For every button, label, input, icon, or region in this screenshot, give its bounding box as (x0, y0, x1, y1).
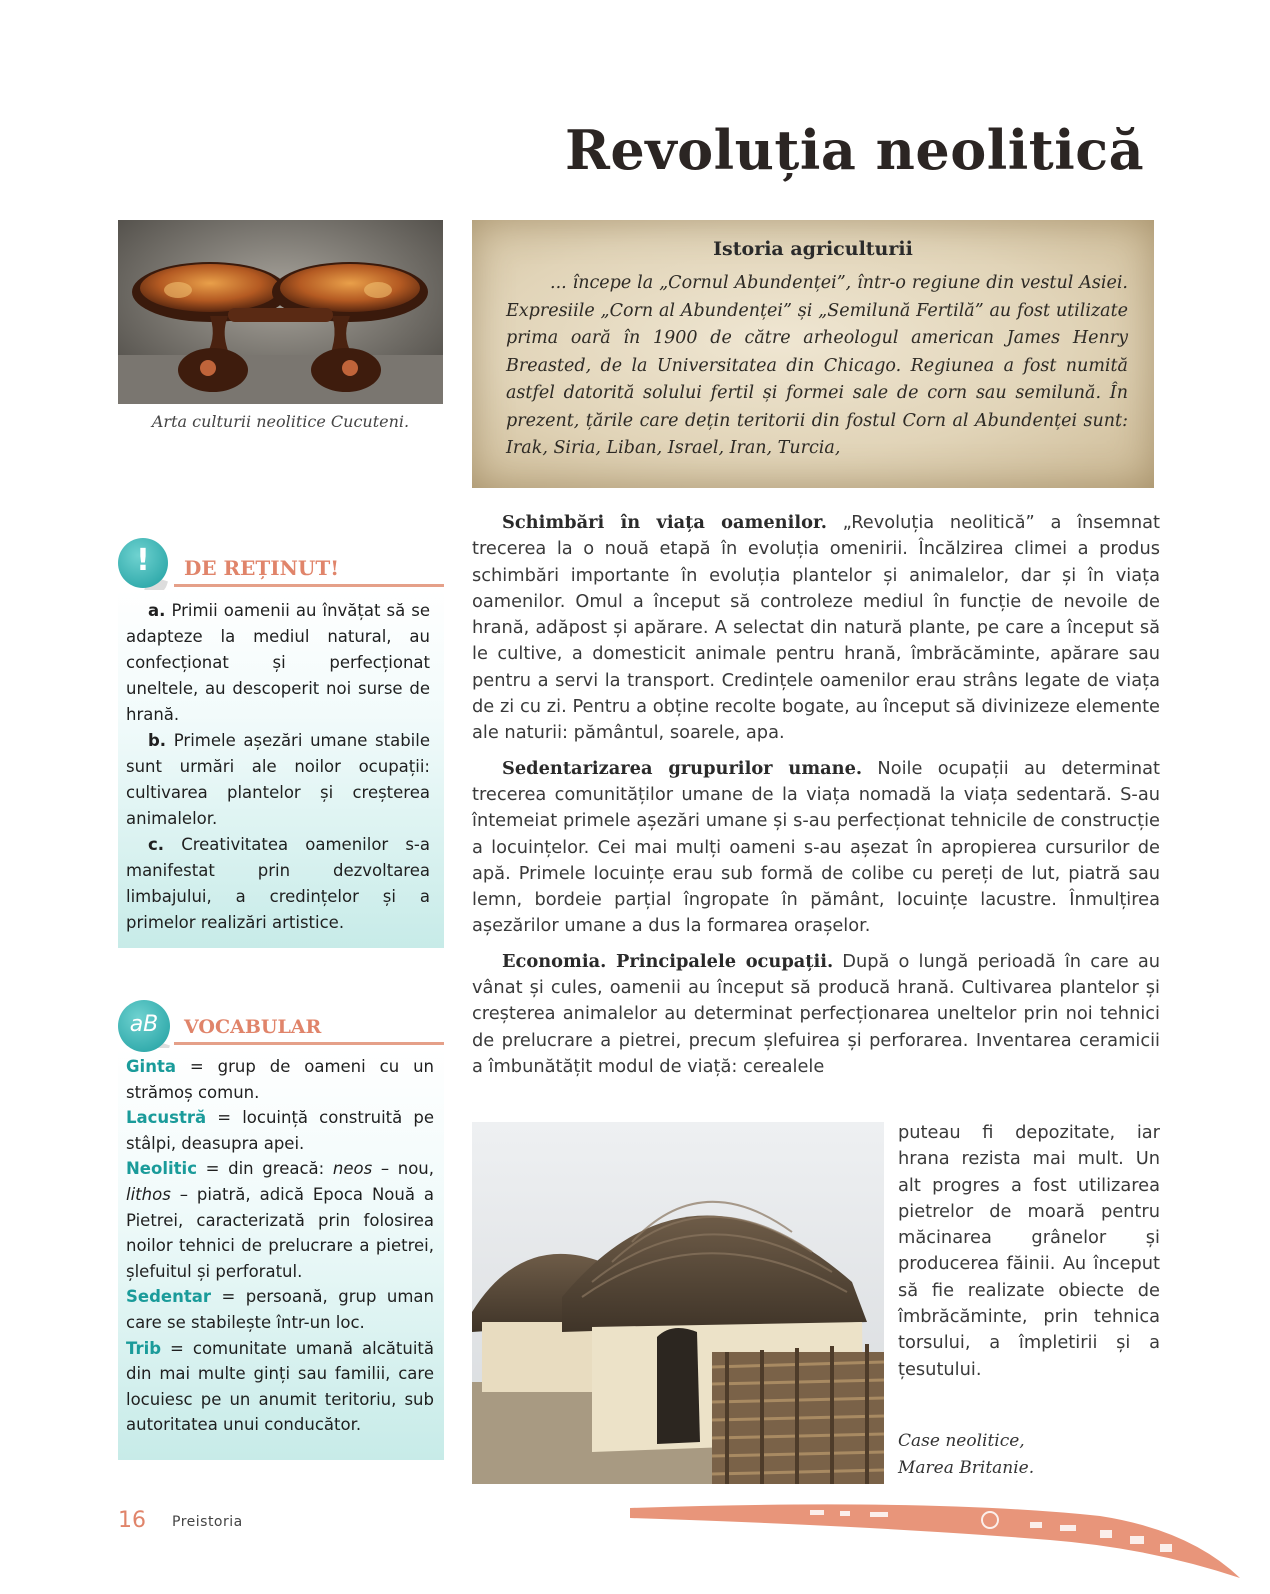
heading-divider (174, 1042, 444, 1045)
remember-item: c. Creativitatea oamenilor s-a manifestat prin dezvoltarea limbajului, a credințelor și a primelor realizări artistice. (126, 835, 430, 932)
decorative-band (630, 1500, 1250, 1590)
caption-line: Case neolitice, (898, 1431, 1025, 1451)
vocabulary-entry: Lacustră = locuință construită pe stâlpi, deasupra apei. (126, 1108, 434, 1153)
vocabulary-box (118, 1000, 444, 1460)
remember-body (118, 590, 444, 948)
vocabulary-body (118, 1048, 444, 1460)
page-title: Revoluția neolitică (565, 118, 1145, 182)
cucuteni-pottery-photo (118, 220, 443, 404)
paragraph: Economia. Principalele ocupații. După o lungă perioadă în care au vânat și cules, oamenii au început să producă hrană. Cultivarea plantelor și creșterea animalelor au determinat perfecționarea uneltelor prin noi tehnici de prelucrare a pietrei, precum șlefuirea și perforarea. Inventarea ceramicii a îmbunătățit modul de viață: cerealele (472, 950, 1161, 1077)
parchment-box (472, 220, 1154, 488)
main-text (472, 510, 1160, 1089)
exclamation-icon: ! (118, 538, 168, 588)
remember-box (118, 538, 444, 948)
remember-heading: DE REȚINUT! (184, 556, 340, 580)
page-number: 16 (118, 1508, 146, 1533)
neolithic-houses-photo (472, 1122, 884, 1484)
vocabulary-entry: Neolitic = din greacă: neos – nou, lithos – piatră, adică Epoca Nouă a Pietrei, caracterizată prin folosirea noilor tehnici de prelucrare a pietrei, șlefuitul și perforatul. (126, 1159, 434, 1281)
remember-item: a. Primii oamenii au învățat să se adapteze la mediul natural, au confecționat și perfecționat uneltele, au descoperit noi surse de hrană. (126, 601, 430, 724)
vocabulary-entry: Ginta = grup de oameni cu un strămoș comun. (126, 1057, 434, 1102)
vocabulary-heading: VOCABULAR (184, 1016, 322, 1038)
letters-ab-icon: aB (118, 1000, 170, 1052)
figure-caption (898, 1428, 1034, 1482)
heading-divider (174, 584, 444, 587)
paragraph: Sedentarizarea grupurilor umane. Noile ocupații au determinat trecerea comunităților umane de la viața nomadă la viața sedentară. S-au întemeiat primele așezări umane și s-au perfecționat tehnicile de construcție a locuințelor. Cei mai mulți oameni s-au așezat în apropierea cursurilor de apă. Primele locuințe erau sub formă de colibe cu pereți de lut, piatră sau lemn, bordeie parțial îngropate în pământ, locuințe lacustre. Înmulțirea așezărilor umane a dus la formarea orașelor. (472, 757, 1160, 937)
paragraph: Schimbări în viața oamenilor. „Revoluția neolitică” a însemnat trecerea la o nouă etapă în evoluția omenirii. Încălzirea climei a produs schimbări importante în evoluția plantelor și animalelor, dar și în viața oamenilor. Omul a început să controleze mediul în funcție de nevoile de hrană, adăpost și apărare. A selectat din natură plante, pe care a început să le cultive, a domesticit animale pentru hrană, îmbrăcăminte, apărare sau pentru a servi la transport. Credințele oamenilor erau strâns legate de viața de zi cu zi. Pentru a obține recolte bogate, au început să divinizeze elemente ale naturii: pământul, soarele, apa. (472, 512, 1160, 744)
parchment-title: Istoria agriculturii (713, 238, 913, 260)
remember-item: b. Primele așezări umane stabile sunt urmări ale noilor ocupații: cultivarea plantelor și creșterea animalelor. (126, 731, 430, 828)
vocabulary-entry: Trib = comunitate umană alcătuită din mai multe ginți sau familii, care locuiesc pe un anumit teritoriu, sub autoritatea unui conducător. (126, 1338, 434, 1435)
vocabulary-entry: Sedentar = persoană, grup uman care se stabilește într-un loc. (126, 1287, 434, 1332)
caption-line: Marea Britanie. (898, 1458, 1035, 1478)
section-label: Preistoria (172, 1514, 243, 1530)
parchment-text: ... începe la „Cornul Abundenței”, într-o regiune din vestul Asiei. Expresiile „Corn al Abundenței” și „Semilună Fertilă” au fost utilizate prima oară în 1900 de către arheologul american James Henry Breasted, de la Universitatea din Chicago. Regiunea a fost numită astfel datorită solului fertil și formei sale de corn sau semilună. În prezent, țările care dețin teritorii din fostul Corn al Abundenței sunt: Irak, Siria, Liban, Israel, Iran, Turcia, (506, 273, 1128, 458)
figure-caption: Arta culturii neolitice Cucuteni. (151, 412, 410, 431)
wrapped-paragraph: puteau fi depozitate, iar hrana rezista mai mult. Un alt progres a fost utilizarea pietrelor de moară pentru măcinarea grânelor și producerea făinii. Au început să fie realizate obiecte de îmbrăcăminte, prin tehnica torsului, a împletirii și a țesutului. (898, 1122, 1160, 1380)
